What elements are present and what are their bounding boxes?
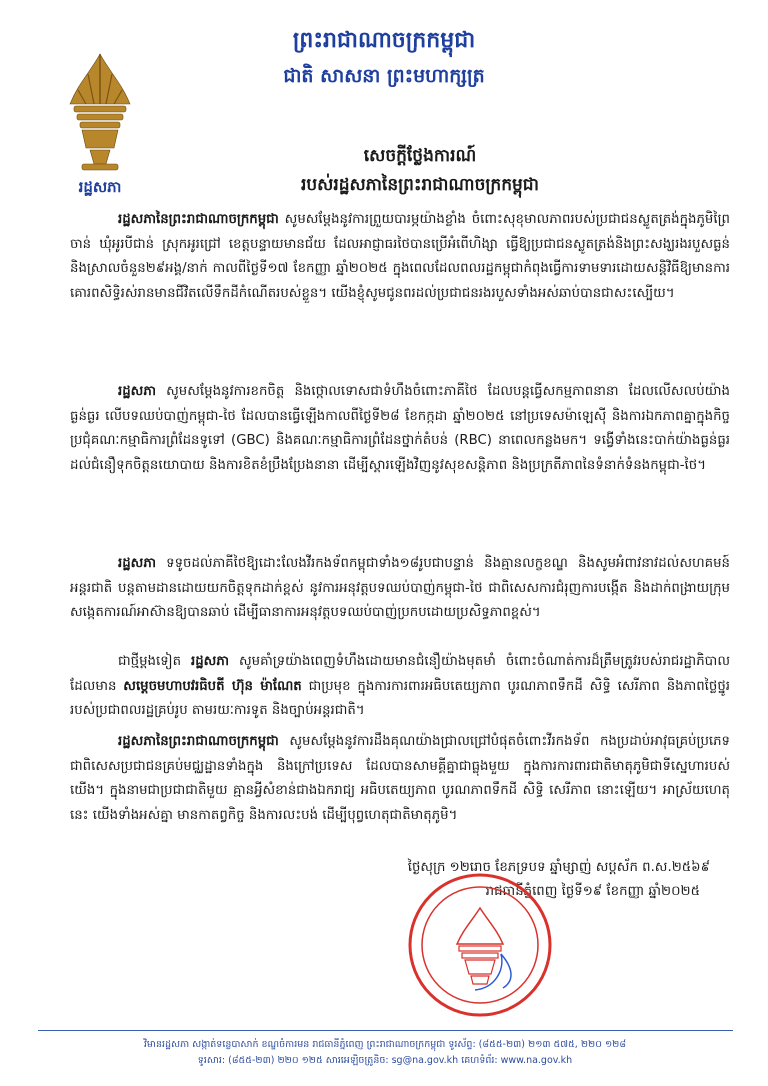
paragraph-3-text: ទទូចដល់ភាគីថៃឱ្យដោះលែងវីរកងទ័ពកម្ពុជាទាំង១៨រូបជាបន្ទាន់ និងគ្មានលក្ខខណ្ឌ និងសូមអំពាវនាវដល់សហគមន៍អន្តរជាតិ បន្តតាមដានដោយយកចិត្តទុកដាក់ខ្ពស់ នូវការអនុវត្តបទឈប់បាញ់កម្ពុជា-ថៃ ជាពិសេសការជំរុញការបង្កើត និងដាក់ពង្រាយក្រុមសង្កេតការណ៍អាស៊ានឱ្យបានឆាប់ ដើម្បីធានាការអនុវត្តបទឈប់បាញ់ប្រកបដោយប្រសិទ្ធភាពខ្ពស់។: [70, 556, 730, 620]
national-assembly-emblem: [60, 52, 140, 192]
paragraph-5-text: សូមសម្តែងនូវការដឹងគុណយ៉ាងជ្រាលជ្រៅបំផុតចំពោះវីរកងទ័ព កងប្រដាប់អាវុធគ្រប់ប្រភេទ ជាពិសេសប្រជាជនគ្រប់មជ្ឈដ្ឋានទាំងក្នុង និងក្រៅប្រទេស ដែលបានសាមគ្គីគ្នាជាធ្លុងមួយ ក្នុងការការពារជាតិមាតុភូមិជាទីស្នេហារបស់យើង។ ក្នុងនាមជាប្រជាជាតិមួយ គ្មានអ្វីសំខាន់ជាងឯករាជ្យ អធិបតេយ្យភាព បូរណភាពទឹកដី សិទ្ធិ សេរីភាព នោះឡើយ។ អាស្រ័យហេតុនេះ យើងទាំងអស់គ្នា មានកាតព្វកិច្ច និងការលះបង់ ដើម្បីបុព្វហេតុជាតិមាតុភូមិ។: [70, 734, 730, 823]
statement-subtitle: របស់រដ្ឋសភានៃព្រះរាជាណាចក្រកម្ពុជា: [301, 175, 539, 195]
national-motto: ជាតិ សាសនា ព្រះមហាក្សត្រ: [283, 65, 485, 87]
paragraph-2-lead: រដ្ឋសភា: [118, 384, 156, 399]
lunar-date: ថ្ងៃសុក្រ ១២រោច ខែភទ្របទ ឆ្នាំម្សាញ់ សប្តស័ក ព.ស.២៥៦៩: [407, 860, 710, 875]
footer-divider: [38, 1030, 733, 1031]
paragraph-2: [70, 380, 730, 478]
official-seal: [405, 870, 555, 1020]
paragraph-4: [70, 650, 730, 724]
paragraph-1-lead: រដ្ឋសភានៃព្រះរាជាណាចក្រកម្ពុជា: [118, 212, 279, 227]
paragraph-4-pre: ជាថ្មីម្តងទៀត: [118, 654, 192, 669]
paragraph-4-mid: សូមគាំទ្រយ៉ាងពេញទំហឹងដោយមានជំនឿយ៉ាងមុតមាំ ចំពោះចំណាត់ការដ៏ត្រឹមត្រូវរបស់រាជរដ្ឋាភិបាល ដែលមាន: [70, 654, 730, 694]
footer-address: វិមានរដ្ឋសភា សង្កាត់ទន្លេបាសាក់ ខណ្ឌចំការមន រាជធានីភ្នំពេញ ព្រះរាជាណាចក្រកម្ពុជា ទូរស័ព្ទ: (៨៥៥-២៣) ២១៣ ៥៧៥, ២២០ ១២៨: [143, 1039, 627, 1050]
kingdom-heading: ព្រះរាជាណាចក្រកម្ពុជា: [292, 28, 476, 53]
paragraph-4-lead: រដ្ឋសភា: [191, 654, 229, 669]
paragraph-5: [70, 730, 730, 828]
paragraph-3: [70, 552, 730, 626]
paragraph-4-text: ជាប្រមុខ ក្នុងការការពារអធិបតេយ្យភាព បូរណភាពទឹកដី សិទ្ធិ សេរីភាព និងភាពថ្លៃថ្នូររបស់ប្រជាពលរដ្ឋគ្រប់រូប តាមរយៈការទូត និងច្បាប់អន្តរជាតិ។: [70, 678, 730, 718]
prime-minister-name: សម្តេចមហាបវរធិបតី ហ៊ុន ម៉ាណែត: [123, 678, 302, 694]
statement-title: សេចក្តីថ្លែងការណ៍: [363, 146, 477, 166]
footer-contact: ទូរសារ: (៨៥៥-២៣) ២២០ ១២៥ សារអេឡិចត្រូនិច: sg@na.gov.kh គេហទំព័រ: www.na.gov.kh: [197, 1055, 573, 1066]
paragraph-1-text: សូមសម្តែងនូវការព្រួយបារម្ភយ៉ាងខ្លាំង ចំពោះសុខុមាលភាពរបស់ប្រជាជនស្លូតត្រង់ក្នុងភូមិព្រៃចាន់ ឃុំអូរបីជាន់ ស្រុកអូរជ្រៅ ខេត្តបន្ទាយមានជ័យ ដែលអាជ្ញាធរថៃបានប្រើអំពើហិង្សា ធ្វើឱ្យប្រជាជនស្លូតត្រង់និងព្រះសង្ឃរងរបួសធ្ងន់ និងស្រាលចំនួន២៩អង្គ/នាក់ កាលពីថ្ងៃទី១៧ ខែកញ្ញា ឆ្នាំ២០២៥ ក្នុងពេលដែលពលរដ្ឋកម្ពុជាកំពុងធ្វើការទាមទារដោយសន្តិវិធីឱ្យមានការគោរពសិទ្ធិរស់រានមានជីវិតលើទឹកដីកំណើតរបស់ខ្លួន។ យើងខ្ញុំសូមជូនពរដល់ប្រជាជនរងរបួសទាំងអស់ឆាប់បានជាសះស្បើយ។: [70, 212, 730, 301]
paragraph-2-text: សូមសម្តែងនូវការខកចិត្ត និងថ្កោលទោសជាទំហឹងចំពោះភាគីថៃ ដែលបន្តធ្វើសកម្មភាពនានា ដែលលើសលប់យ៉ាងធ្ងន់ធ្ងរ លើបទឈប់បាញ់កម្ពុជា-ថៃ ដែលបានធ្វើឡើងកាលពីថ្ងៃទី២៨ ខែកក្កដា ឆ្នាំ២០២៥ នៅប្រទេសម៉ាឡេស៊ី និងការឯកភាពគ្នាក្នុងកិច្ចប្រជុំគណៈកម្មាធិការព្រំដែនទូទៅ (GBC) និងគណៈកម្មាធិការព្រំដែនថ្នាក់តំបន់ (RBC) នាពេលកន្លងមក។ ទង្វើទាំងនេះបាក់យ៉ាងធ្ងន់ធ្ងរដល់ជំនឿទុកចិត្តនយោបាយ និងការខិតខំប្រឹងប្រែងនានា ដើម្បីស្តារឡើងវិញនូវសុខសន្តិភាព និងប្រក្រតីភាពនៃទំនាក់ទំនងកម្ពុជា-ថៃ។: [70, 384, 730, 473]
emblem-label: រដ្ឋសភា: [78, 178, 122, 196]
solar-date: រាជធានីភ្នំពេញ ថ្ងៃទី១៩ ខែកញ្ញា ឆ្នាំ២០២៥: [485, 884, 700, 899]
paragraph-5-lead: រដ្ឋសភានៃព្រះរាជាណាចក្រកម្ពុជា: [118, 734, 279, 749]
paragraph-1: [70, 208, 730, 306]
paragraph-3-lead: រដ្ឋសភា: [118, 556, 156, 571]
